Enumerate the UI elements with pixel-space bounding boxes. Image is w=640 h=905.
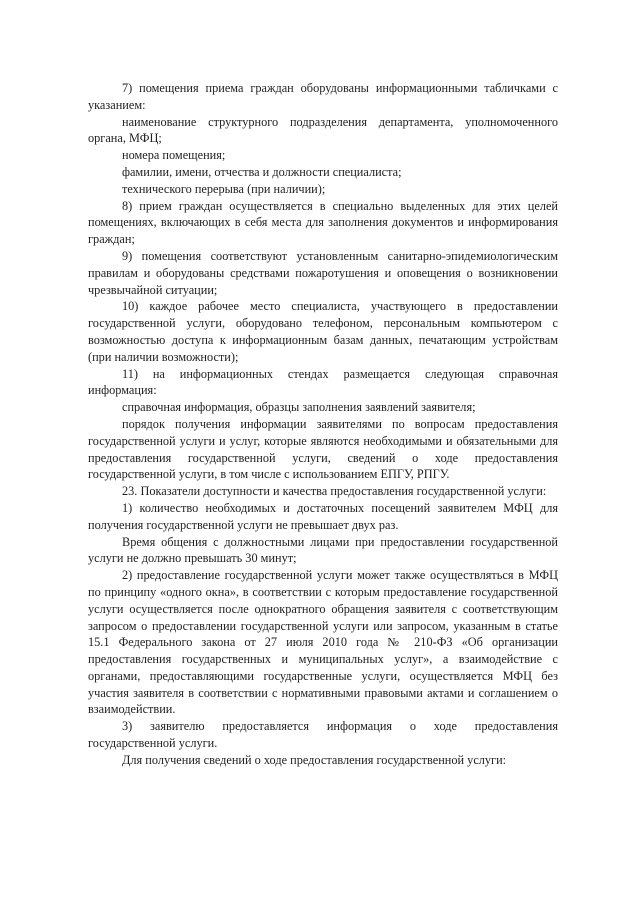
paragraph-room-numbers: номера помещения; (122, 148, 226, 163)
paragraph-item-10: 10) каждое рабочее место специалиста, участвующего в предоставлении государственной услуги, оборудовано телефоном, персональным компьютером с возможностью доступа к информационным базам данных, печатающим устройствам (при наличии возможности); (88, 299, 558, 364)
paragraph-section-23: 23. Показатели доступности и качества предоставления государственной услуги: (122, 484, 547, 499)
paragraph-info-procedure: порядок получения информации заявителями по вопросам предоставления государственной услуги и услуг, которые являются необходимыми и обязательными для предоставления государственной услуги, сведений о ходе предоставления государственной услуги, в том числе с использованием ЕПГУ, РПГУ. (88, 416, 558, 482)
paragraph-technical-break: технического перерыва (при наличии); (122, 181, 326, 196)
paragraph-23-item-2: 2) предоставление государственной услуги может также осуществляться в МФЦ по принципу «одного окна», в соответствии с которым предоставление государственной услуги осуществляется после однократного обращения заявителя с соответствующим запросом о предоставлении государственной услуги или запросом, указанным в статье 15.1 Федерального закона от 27 июля 2010 года № 210-ФЗ «Об организации предоставления государственных и муниципальных услуг», а взаимодействие с органами, предоставляющими государственные услуги, осуществляется МФЦ без участия заявителя в соответствии с нормативными правовыми актами и соглашением о взаимодействии. (88, 568, 558, 717)
document-body (88, 80, 558, 769)
paragraph-name-of-unit: наименование структурного подразделения департамента, уполномоченного органа, МФЦ; (88, 114, 558, 146)
paragraph-23-item-1: 1) количество необходимых и достаточных посещений заявителем МФЦ для получения государственной услуги не превышает двух раз. (88, 500, 558, 532)
paragraph-item-8: 8) прием граждан осуществляется в специально выделенных для этих целей помещениях, включающих в себя места для заполнения документов и информирования граждан; (88, 198, 558, 247)
paragraph-23-item-3: 3) заявителю предоставляется информация о ходе предоставления государственной услуги. (88, 719, 558, 751)
paragraph-item-11: 11) на информационных стендах размещается следующая справочная информация: (88, 366, 558, 398)
paragraph-communication-time: Время общения с должностными лицами при предоставлении государственной услуги не должно превышать 30 минут; (88, 534, 558, 566)
paragraph-reference-info: справочная информация, образцы заполнения заявлений заявителя; (122, 400, 476, 415)
paragraph-item-7: 7) помещения приема граждан оборудованы информационными табличками с указанием: (88, 81, 558, 112)
paragraph-specialist-name: фамилии, имени, отчества и должности специалиста; (122, 164, 402, 179)
paragraph-status-info: Для получения сведений о ходе предоставления государственной услуги: (122, 752, 507, 767)
paragraph-item-9: 9) помещения соответствуют установленным санитарно-эпидемиологическим правилам и оборудованы средствами пожаротушения и оповещения о возникновении чрезвычайной ситуации; (88, 248, 558, 297)
